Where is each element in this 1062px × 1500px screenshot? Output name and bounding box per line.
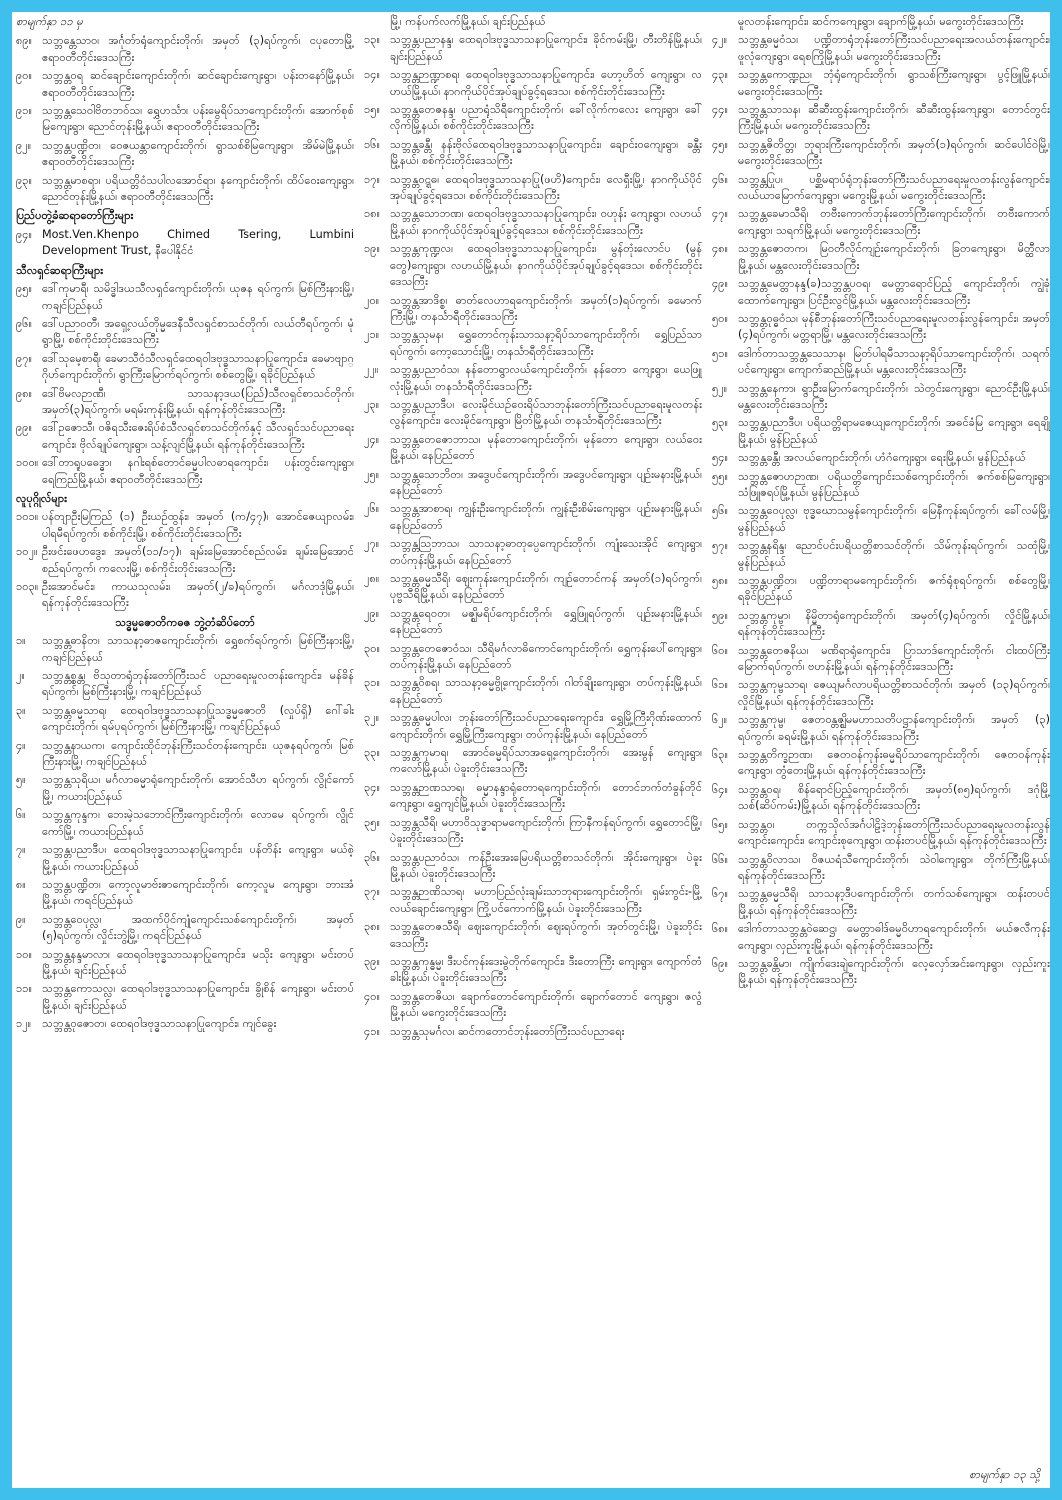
list-item bbox=[364, 206, 702, 239]
item-number: ၁၇။ bbox=[364, 172, 380, 186]
item-number: ၅၅။ bbox=[712, 469, 728, 483]
item-number bbox=[364, 14, 390, 30]
item-text: သဘ္ဘန္တကုမ္ဗာ၊ နိမ္မိတာရုံကျောင်းတိုက်၊ အမှတ်(၄)ရပ်ကွက်၊ လှိုင်မြို့နယ်၊ ရန်ကုန်တိုင်းဒေသကြီး bbox=[738, 608, 1050, 639]
list-item bbox=[364, 102, 702, 135]
item-number: ၆၉။ bbox=[712, 956, 728, 970]
item-number: ၃၁။ bbox=[364, 676, 380, 690]
item-text: သဘ္ဘန္တသုမန၊ ရွှေတောင်ကုန်းသာသနာ့ရိပ်သာကျောင်းတိုက်၊ ရွှေပြည်သာရပ်ကွက်၊ ကော့သောင်းမြို့၊ တနင်္သာရီတိုင်းဒေသကြီး bbox=[390, 328, 702, 358]
item-text: သဘ္ဘန္တဝရ ဆင်ချောင်းကျောင်းတိုက်၊ ဆင်ချောင်းကျေးရွာ၊ ပန်းတနော်မြို့နယ်၊ ဧရာဝတီတိုင်းဒေသကြီး bbox=[42, 69, 354, 99]
item-text: ဦးအောင်မင်း၊ ကာယသုလမ်း၊ အမှတ်(၂/ခ)ရပ်ကွက်၊ မင်္ဂလာဒုံမြို့နယ်၊ ရန်ကုန်တိုင်းဒေသကြီး bbox=[42, 580, 354, 610]
item-text: ဒေါက်တာသဘ္ဘန္တဝဲဆေဋ္ဌ၊ မေတ္တာဓါဒ်ဓမ္မဝိဟာရကျောင်းတိုက်၊ မယ်ဇလီကုန်းကျေးရွာ၊ လှည်းကူးမြို့နယ်၊ ရန်ကုန်တိုင်းဒေသကြီး bbox=[738, 922, 1050, 952]
item-number: ၂၈။ bbox=[364, 572, 380, 585]
item-text: မူလတန်းကျောင်း၊ ဆင်ကကျေးရွာ၊ ချောက်မြို့နယ်၊ မကွေးတိုင်းဒေသကြီး bbox=[738, 15, 1024, 28]
list-item bbox=[364, 137, 702, 170]
item-text: မြို့၊ ကန်ပက်လက်မြို့နယ်၊ ချင်းပြည်နယ် bbox=[390, 15, 546, 28]
item-text: သဘ္ဘန္တသုရိယ၊ မင်္ဂလာဓမ္မာရုံကျောင်းတိုက်၊ အောင်သီဟ ရပ်ကွက်၊ လွိုင်ကော်မြို့၊ ကယားပြည်နယ် bbox=[42, 773, 354, 803]
page-header: စာမျက်နှာ ၁၁ မှ bbox=[16, 15, 83, 28]
list-item bbox=[712, 311, 1050, 344]
document-page bbox=[12, 12, 1050, 1488]
item-number: ၆၁။ bbox=[712, 678, 728, 692]
item-text: သဘ္ဘန္တတေဇနန္ဒ၊ ပညာရုံသိရီကျောင်းတိုက်၊ ခေါ်လိုက်ကလေး ကျေးရွာ၊ ခေါ်လိုက်မြို့နယ်၊ စစ်ကိုင်းတိုင်းဒေသကြီး bbox=[390, 103, 702, 133]
item-number: ၁၀၀။ bbox=[16, 456, 39, 470]
item-number: ၆၇။ bbox=[712, 887, 728, 901]
item-text: Most.Ven.Khenpo Chimed Tsering, Lumbini Development Trust, နီပေါနိုင်ငံ bbox=[42, 227, 354, 258]
list-item bbox=[16, 738, 354, 771]
item-text: ဒေါ်ဥဇောသီ၊ ဝဇိရသီးဇေးရိပ်စံသီလရှင်စာသင်တိုက်နှင့် သီလရှင်သင်ပညာရေးကျောင်း၊ ဗိုလ်ချုပ်ကျေးရွာ၊ သန့်လျင်မြို့နယ်၊ ရန်ကုန်တိုင်းဒေသကြီး bbox=[42, 421, 354, 451]
item-number: ၅၈။ bbox=[712, 574, 729, 587]
list-item bbox=[712, 677, 1050, 710]
list-item bbox=[16, 33, 354, 66]
item-number: ၆၆။ bbox=[712, 852, 728, 866]
list-item bbox=[712, 137, 1050, 170]
list-item bbox=[16, 633, 354, 666]
list-item bbox=[364, 675, 702, 708]
list-item bbox=[16, 877, 354, 910]
section-heading: လူပုဂ္ဂိုလ်များ bbox=[16, 491, 67, 505]
list-item bbox=[16, 807, 354, 840]
list-item bbox=[712, 921, 1050, 954]
list-item bbox=[364, 1024, 702, 1040]
column-2-entries bbox=[364, 14, 702, 1040]
item-number: ၅၉။ bbox=[712, 608, 728, 622]
item-text: သဘ္ဘန္တဝိလာသ၊ ဝိဇယရံသီကျောင်းတိုက်၊ သဲဝါကျေးရွာ၊ တိုက်ကြီးမြို့နယ်၊ ရန်ကုန်တိုင်းဒေသကြီး bbox=[738, 852, 1050, 882]
column-3-entries bbox=[712, 14, 1050, 989]
list-item bbox=[712, 67, 1050, 100]
item-text: သဘ္ဘန္တမေတ္တာနန္ဒ(ခ)သဘ္ဘန္တပဝရ၊ မေတ္တာရောင်ပြည့် ကျောင်းတိုက်၊ ကျွဲခုံထောက်ကျေးရွာ၊ ပြင်ဦးလွင်မြို့နယ်၊ မန္တလေးတိုင်းဒေသကြီး bbox=[738, 277, 1050, 307]
item-text: သဘ္ဘန္တသောဘိတ၊ အဒွေပင်ကျောင်းတိုက်၊ အဒွေပင်ကျေးရွာ၊ ပျဉ်းမနားမြို့နယ်၊ နေပြည်တော် bbox=[390, 467, 702, 497]
list-item bbox=[364, 884, 702, 917]
list-item bbox=[364, 954, 702, 987]
item-number: ၃၉။ bbox=[364, 954, 380, 968]
list-item bbox=[364, 989, 702, 1022]
item-number: ၉၇။ bbox=[16, 351, 32, 365]
item-number: ၄။ bbox=[16, 738, 26, 752]
item-number: ၁၆။ bbox=[364, 137, 380, 151]
item-text: သဘ္ဘန္တဝုဓ္ဓဝံသ၊ မုန်စီဘုန်းတော်ကြီးသင်ပညာရေးမူလတန်းလွန်ကျောင်း၊ အမှတ် (၄)ရပ်ကွက်၊ မတ္တရာမြို့၊ မန္တလေးတိုင်းဒေသကြီး bbox=[738, 311, 1050, 342]
list-item bbox=[712, 172, 1050, 205]
item-number: ၃၈။ bbox=[364, 920, 381, 934]
item-text: သဘ္ဘန္တပဏ္ဍိတ၊ ဝေဇယန္တာကျောင်းတိုက်၊ ရွာသစ်စိမြကျေးရွာ၊ အိမ်မဲမြို့နယ်၊ ဧရာဝတီတိုင်းဒေသကြီး bbox=[42, 138, 354, 169]
item-text: သဘ္ဘန္တအာဒိစ္စ၊ ဓာတ်လေဟာရကျောင်းတိုက်၊ အမှတ်(၁)ရပ်ကွက်၊ ခမောက်ကြီးမြို့၊ တနင်္သာရီတိုင်းဒေသကြီး bbox=[390, 293, 702, 323]
item-number bbox=[712, 14, 738, 30]
item-number: ၄၇။ bbox=[712, 207, 728, 221]
item-number: ၉။ bbox=[16, 912, 26, 926]
item-text: သဘ္ဘန္တခန္တီ၊ နန်းဗိုလ်ထေရဝါဒဗုဒ္ဓသာသနာပြုကျောင်း၊ ချောင်းဝကျေးရွာ၊ ခန္တီးမြို့နယ်၊ စစ်ကိုင်းတိုင်းဒေသကြီး bbox=[390, 137, 702, 168]
list-item bbox=[16, 68, 354, 101]
item-text: ဒေါ်ပညာဝတီ၊ အရှေ့လယ်တိုမ္မဒေနီသီလရှင်စာသင်တိုက်၊ လယ်တီရပ်ကွက်၊ မုံရွာမြို့၊ စစ်ကိုင်းတိုင်းဒေသကြီး bbox=[42, 316, 354, 347]
item-number: ၄၅။ bbox=[712, 137, 728, 151]
item-number: ၃။ bbox=[16, 703, 26, 717]
item-number: ၂၀။ bbox=[364, 293, 380, 307]
item-text: သဘ္ဘန္တပြုပ၊ ပစ္ဆိမရာပ်ရုံဘုန်းတော်ကြီးသင်ပညာရေးမူလတန်းလွန်ကျောင်း၊ လယ်ယာမြောက်ကျေးရွာ၊ မကွေးမြို့နယ်၊ မကွေးတိုင်းဒေသကြီး bbox=[738, 172, 1050, 203]
item-number: ၂၅။ bbox=[364, 467, 380, 481]
item-number: ၆၄။ bbox=[712, 782, 728, 796]
item-text: ဒေါ်ဗိမလဉာဏီ၊ သာသနာ့ဒယ(ပြည်)သီလရှင်စာသင်တိုက်၊ အမှတ်(၃)ရပ်ကွက်၊ မရမ်းကုန်းမြို့နယ်၊ ရန်ကုန်တိုင်းဒေသကြီး bbox=[42, 386, 354, 416]
item-text: သဘ္ဘန္တပညာဒီပ၊ လေးမိုင်ယဉ်ဝေးရိပ်သာဘုန်းတော်ကြီးသင်ပညာရေးမူလတန်းလွန်ကျောင်း၊ လေးမိုင်ကျေးရွာ၊ မြိတ်မြို့နယ်၊ တနင်္သာရီတိုင်းဒေသကြီး bbox=[390, 397, 702, 428]
item-number: ၄၈။ bbox=[712, 242, 729, 256]
column-1-entries bbox=[16, 33, 354, 1032]
item-text: သဘ္ဘန္တသုမင်္ဂလ၊ ဆင်ကတောင်ဘုန်းတော်ကြီးသင်ပညာရေး bbox=[390, 1024, 625, 1038]
item-text: သဘ္ဘန္တဝေပုလ္လ၊ အထက်ပိုင်ကျုံကျောင်းသစ်ကျောင်းတိုက်၊ အမှတ် (၅)ရပ်ကွက်၊ လှိုင်းဘွဲ့မြို့၊ ကရင်ပြည်နယ် bbox=[42, 912, 354, 943]
item-text: သဘ္ဘန္တကုမာရ၊ အောင်ဓမ္မရိပ်သာအရှေ့ကျောင်းတိုက်၊ အေးမွန် ကျေးရွာ၊ ကလော်မြို့နယ်၊ ပဲခူးတိုင်းဒေသကြီး bbox=[390, 746, 702, 776]
item-text: သဘ္ဘန္တဉာဏ္ဍာစရ၊ ထေရဝါဒဗုဒ္ဓသာသနာပြုကျောင်း၊ ဟော့ဟိတ် ကျေးရွာ၊ လဟယ်မြို့နယ်၊ နာဂကိုယ်ပိုင်အုပ်ချုပ်ခွင့်ရဒေသ၊ စစ်ကိုင်းတိုင်းဒေသကြီး bbox=[390, 68, 702, 98]
list-item bbox=[364, 501, 702, 534]
item-number: ၄၆။ bbox=[712, 172, 728, 186]
list-item bbox=[712, 503, 1050, 536]
item-text: သဘ္ဘန္တသြဘာသ၊ သာသနာ့ဓာတုပ္ပေကျောင်းတိုက်၊ ကျုံးသေးအိုင် ကျေးရွာ၊ တပ်ကုန်းမြို့နယ်၊ နေပြည်တော် bbox=[390, 537, 702, 567]
item-number: ၅။ bbox=[16, 773, 26, 787]
item-text: ဒေါ်ကုမာရီ၊ သမိဒ္ဓါဒယသီလရှင်ကျောင်းတိုက်၊ ယုဇန ရပ်ကွက်၊ မြစ်ကြီးနားမြို့၊ ကချင်ပြည်နယ် bbox=[42, 282, 354, 312]
item-text: သဘ္ဘန္တသီရိ၊ မဟာဝိသုဒ္ဓာရာမကျောင်းတိုက်၊ ကြာနီကန်ရပ်ကွက်၊ ရွှေတောင်မြို့၊ ပဲခူးတိုင်းဒေသကြီး bbox=[390, 815, 702, 846]
item-number: ၁၀၁။ bbox=[16, 510, 39, 524]
item-number: ၈။ bbox=[16, 877, 26, 891]
item-number: ၂၂။ bbox=[364, 363, 379, 377]
item-number: ၃၂။ bbox=[364, 711, 380, 725]
item-text: သဘ္ဘန္တနေကာ၊ ရွာဦးမြောက်ကျောင်းတိုက်၊ သဲတွင်းကျေးရွာ၊ ညောင်ဦးမြို့နယ်၊ မန္တလေးတိုင်းဒေသကြီး bbox=[738, 381, 1050, 411]
list-item bbox=[712, 32, 1050, 65]
item-text: သဘ္ဘန္တကုန္ဓမ္မ၊ ဒီးပင်ကုန်းဒေးမွဲတိုက်ကျောင်း၊ ဒီးတောကြီး ကျေးရွာ၊ ကျောက်တံခါးမြို့နယ်၊ ပဲခူးတိုင်းဒေသကြီး bbox=[390, 954, 702, 985]
item-text: သဘ္ဘန္တကောဏ္ဍည၊ ဘုံရုံကျောင်းတိုက်၊ ရွာသစ်ကြီးကျေးရွာ၊ ပွင့်ဖြူမြို့နယ်၊ မကွေးတိုင်းဒေသကြီး bbox=[738, 68, 1050, 98]
item-number: ၉၂။ bbox=[16, 138, 32, 152]
list-item bbox=[16, 103, 354, 136]
list-item bbox=[712, 608, 1050, 641]
item-text: သဘ္ဘန္တဓမ္မဝံသ၊ ပဏ္ဍိတာရုံဘုန်းတော်ကြီးသင်ပညာရေးအလယ်တန်းကျောင်း၊ ဖူလုံကျေးရွာ၊ ရေစကြိုမြို့နယ်၊ မကွေးတိုင်းဒေသကြီး bbox=[738, 33, 1050, 63]
list-item bbox=[16, 420, 354, 453]
item-text: သဘ္ဘန္တဝုဇောတ၊ ထေရဝါဒဗုဒ္ဓသာသနာပြုကျောင်း၊ ကျင်ခွေး bbox=[42, 1017, 277, 1031]
item-text: သဘ္ဘန္တစ္စန္တ၊ ဗိသုတာရုံဘုန်းတော်ကြီးသင် ပညာရေးမူလတန်းကျောင်း၊ မန်ခိန်ရပ်ကွက်၊ မြစ်ကြီးနားမြို့၊ ကချင်ပြည်နယ် bbox=[42, 669, 354, 699]
list-item bbox=[16, 351, 354, 384]
item-text: သဘ္ဘန္တခန္တီ၊ အလယ်ကျောင်းတိုက်၊ ဟံဂံကျေးရွာ၊ ရေးမြို့နယ်၊ မွန်ပြည်နယ် bbox=[738, 451, 1026, 465]
column-3 bbox=[712, 14, 1050, 991]
item-number: ၃၃။ bbox=[364, 746, 380, 760]
item-text: သဘ္ဘန္တဓမ္မသီရိ၊ ဈေးကုန်းကျောင်းတိုက်၊ ကျဉ်တောင်ကန် အမှတ်(၁)ရပ်ကွက်၊ ပုဗ္ဗသီရိမြို့နယ်၊ နေပြည်တော် bbox=[390, 572, 702, 602]
item-text: သဘ္ဘန္တဉာဏသာရ၊ ဓမ္မာနန္ဒာရုံတောရကျောင်းတိုက်၊ တောင်ဘက်တံခွန်တိုင်ကျေးရွာ၊ ရွှေကျင်မြို့နယ်၊ ပဲခူးတိုင်းဒေသကြီး bbox=[390, 780, 702, 811]
item-text: သဘ္ဘန္တသေဝါဗိတဘဝ်သ၊ ရွှေဟင်္သာ၊ ပန်းမွေရိပ်သာကျောင်းတိုက်၊ အောက်စုစ်မြကျေးရွာ၊ ညောင်တုန်းမြို့နယ်၊ ဧရာဝတီတိုင်းဒေသကြီး bbox=[42, 104, 354, 134]
item-number: ၆၈။ bbox=[712, 922, 729, 936]
list-item bbox=[16, 544, 354, 577]
item-text: သဘ္ဘန္တကုမ္ဗသာရ၊ ဇေယျမင်္ဂလာပရိယတ္တိစာသင်တိုက်၊ အမှတ် (၁၃)ရပ်ကွက်၊ လှိုင်မြို့နယ်၊ ရန်ကုန်တိုင်းဒေသကြီး bbox=[738, 678, 1050, 708]
item-number: ၄၁။ bbox=[364, 1024, 380, 1038]
item-text: သဘ္ဘန္တနန္ဒမာလာ၊ ထေရဝါဒဗုဒ္ဓသာသနာပြုကျောင်း၊ မသိုး ကျေးရွာ၊ မင်းတပ်မြို့နယ်၊ ချင်းပြည်နယ် bbox=[42, 947, 354, 977]
list-item bbox=[712, 886, 1050, 919]
item-number: ၅၁။ bbox=[712, 346, 728, 360]
list-item bbox=[16, 579, 354, 612]
item-text: သဘ္ဘန္တအာစာရ၊ ကျွန်းဦးကျောင်းတိုက်၊ ကျွန်းဦးစိမ်းကျေးရွာ၊ ပျဉ်းမနားမြို့နယ်၊ နေပြည်တော် bbox=[390, 502, 702, 532]
item-number: ၃၆။ bbox=[364, 850, 380, 864]
section-heading: သဒ္ဓမ္မဇောတိကဓဇ ဘွဲ့တံဆိပ်တော် bbox=[115, 615, 255, 629]
section-heading: ပြည်ပတွဲ့ခံဆရာတော်ကြီးများ bbox=[16, 209, 134, 223]
list-item bbox=[364, 293, 702, 326]
list-item bbox=[364, 397, 702, 430]
list-item bbox=[364, 467, 702, 500]
item-number: ၄၉။ bbox=[712, 277, 728, 291]
item-text: ဒေါ်တာရူပဓေဒ္ဓာ၊ နဂါးရစ်တောင်ဓမ္မပါလဓာရကျောင်း၊ ပန်းတွင်းကျေးရွာ၊ ရေကြည်မြို့နယ်၊ ဧရာဝတီတိုင်းဒေသကြီး bbox=[42, 456, 354, 486]
list-item bbox=[364, 850, 702, 883]
item-number: ၂၃။ bbox=[364, 397, 380, 411]
item-text: သဘ္ဘန္တကုန္ဒက၊ ဘေးမဲ့သဘောင်ကြီးကျောင်းတိုက်၊ လောမေ ရပ်ကွက်၊ လွိုင်ကော်မြို့၊ ကယားပြည်နယ် bbox=[42, 808, 354, 838]
item-number: ၂၇။ bbox=[364, 537, 380, 551]
item-text: သဘ္ဘန္တသာသန၊ ဆီဆီးထွန်းကျောင်းတိုက်၊ ဆီဆီးထွန်းကျေးရွာ၊ တောင်တွင်းကြီးမြို့နယ်၊ မကွေးတိုင်းဒေသကြီး bbox=[738, 103, 1050, 133]
item-text: သဘ္ဘန္တဝေပုလ္လ၊ ဗုဒ္ဓဃောသမွန်ကျောင်းတိုက်၊ မြေနီကုန်းရပ်ကွက်၊ ခေါ်လမ်မြို့၊ မွန်ပြည်နယ် bbox=[738, 504, 1050, 534]
item-number: ၉၆။ bbox=[16, 316, 32, 330]
list-item bbox=[364, 14, 702, 30]
item-text: သဘ္ဘန္တရေဝတ၊ မဇ္ဈိမရိပ်ကျောင်းတိုက်၊ ရွှေဖြူရပ်ကွက်၊ ပျဉ်းမနားမြို့နယ်၊ နေပြည်တော် bbox=[390, 606, 702, 637]
list-item bbox=[364, 571, 702, 604]
list-item bbox=[364, 536, 702, 569]
item-text: သဘ္ဘန္တတေဇိယ၊ ချောက်တောင်ကျောင်းတိုက်၊ ချောက်တောင် ကျေးရွာ၊ ဇလွံမြို့နယ်၊ မကွေးတိုင်းဒေသကြီး bbox=[390, 989, 702, 1020]
list-item bbox=[364, 172, 702, 205]
item-text: သဘ္ဘန္တဝိစရ၊ သာသနာ့ဓမ္မဗွို့ကျောင်းတိုက်၊ ဂါတ်ချိုးကျေးရွာ၊ တပ်ကုန်းမြို့နယ်၊ နေပြည်တော် bbox=[390, 676, 702, 706]
item-text: သဘ္ဘန္တဓမ္မပါလ၊ ဘုန်းတော်ကြီးသင်ပညာရေးကျောင်း၊ ရွှေမြို့ကြီးဂိုဏ်းထောက်ကျောင်းတိုက်၊ ရွှေမြို့ကြီးကျေးရွာ၊ တပ်ကုန်းမြို့နယ်၊ နေပြည်တော် bbox=[390, 711, 702, 741]
list-item bbox=[712, 276, 1050, 309]
item-text: ဒေါ်သုမေ့စာရီ၊ ခေမာသီဝံသီလရှင်ထေရဝါဒဗုဒ္ဓသာသနာပြုကျောင်း၊ ခေမာဗျာဂ္ဂိုဟ်ကျောင်းတိုက်၊ ရွာကြီးမြောက်ရပ်ကွက်၊ စစ်တွေမြို့၊ ရခိုင်ပြည်နယ် bbox=[42, 351, 354, 382]
item-number: ၆။ bbox=[16, 808, 26, 822]
item-number: ၅၄။ bbox=[712, 451, 728, 465]
list-item bbox=[16, 703, 354, 736]
list-item bbox=[712, 469, 1050, 502]
item-number: ၆၅။ bbox=[712, 817, 728, 831]
list-item bbox=[16, 281, 354, 314]
list-item bbox=[16, 455, 354, 488]
list-item bbox=[712, 956, 1050, 989]
item-text: သဘ္ဘန္တတေဇောဘာသ၊ မုန်တောကျောင်းတိုက်၊ မုန်တော ကျေးရွာ၊ လယ်ဝေးမြို့နယ်၊ နေပြည်တော် bbox=[390, 432, 702, 463]
list-item bbox=[712, 206, 1050, 239]
item-number: ၆၃။ bbox=[712, 748, 728, 762]
item-number: ၁၃။ bbox=[364, 33, 380, 47]
item-number: ၄၄။ bbox=[712, 103, 728, 117]
list-item bbox=[16, 138, 354, 171]
list-item bbox=[16, 316, 354, 349]
list-item bbox=[712, 450, 1050, 466]
item-number: ၁၈။ bbox=[364, 207, 381, 221]
item-number: ၁၅။ bbox=[364, 103, 380, 117]
item-number: ၅၀။ bbox=[712, 311, 728, 325]
item-number: ၈၉။ bbox=[16, 34, 33, 48]
item-number: ၃၇။ bbox=[364, 885, 380, 899]
item-text: ပန်တျာဦးမြကြည် (၁) ဦးယဉ်ထွန်း၊ အမှတ် (က/၄၇)၊ အောင်ဇေယျာလမ်း၊ ပါရမီရပ်ကွက်၊ စစ်ကိုင်းမြို့၊ စစ်ကိုင်းတိုင်းဒေသကြီး bbox=[42, 510, 354, 540]
item-text: သဘ္ဘန္တကုမ္ဗ၊ ဇေတဝန္တဇ္ဈိမမဟာသတိပဋ္ဌာန်ကျောင်းတိုက်၊ အမှတ် (၃) ရပ်ကွက်၊ ခရမ်းမြို့နယ်၊ ရန်ကုန်တိုင်းဒေသကြီး bbox=[738, 713, 1050, 743]
item-text: ဒေါက်တာသဘ္ဘန္တသေသာန၊ မြတ်ပါရမီသာသနာ့ရိပ်သာကျောင်းတိုက်၊ သရက်ပင်ကျေးရွာ၊ ကျောက်ဆည်မြို့နယ်၊ မန္တလေးတိုင်းဒေသကြီး bbox=[738, 346, 1050, 377]
item-number: ၁။ bbox=[16, 634, 26, 648]
list-item bbox=[16, 386, 354, 419]
item-text: သဘ္ဘန္တဝဋ္ဋဓ၊ ထေရဝါဒဗုဒ္ဓသာသနာပြု(ဖဟိ)ကျောင်း၊ လေရှီးမြို့၊ နာဂကိုယ်ပိုင်အုပ်ချုပ်ခွင့်ရဒေသ၊ စစ်ကိုင်းတိုင်းဒေသကြီး bbox=[390, 172, 702, 203]
list-item bbox=[712, 102, 1050, 135]
list-item bbox=[16, 173, 354, 206]
item-text: သဘ္ဘန္တကောသလ္လ၊ ထေရဝါဒဗုဒ္ဓသာသနာပြုကျောင်း၊ ခွိုစိန် ကျေးရွာ၊ မင်းတပ်မြို့နယ်၊ ချင်းပြည်နယ် bbox=[42, 982, 354, 1012]
item-number: ၆၂။ bbox=[712, 713, 728, 727]
item-number: ၅၆။ bbox=[712, 504, 728, 518]
page-footer: စာမျက်နှာ ၁၃ သို့ bbox=[969, 1468, 1040, 1481]
item-text: သဘ္ဘန္တဓမ္မသီရိ၊ သာသနာ့ဒီပကျောင်းတိုက်၊ တက်သစ်ကျေးရွာ၊ ထန်းတပင်မြို့နယ်၊ ရန်ကုန်တိုင်းဒေသကြီး bbox=[738, 887, 1050, 917]
item-text: သဘ္ဘန္တတေဇနိယ၊ မဏိရာရုံကျောင်း၊ ပြာသာဒ်ကျောင်းတိုက်၊ ငါးထပ်ကြီးမြောက်ရပ်ကွက်၊ ဗဟန်းမြို့နယ်၊ ရန်ကုန်တိုင်းဒေသကြီး bbox=[738, 643, 1050, 674]
item-number: ၂၁။ bbox=[364, 328, 380, 342]
list-item bbox=[364, 327, 702, 360]
list-item bbox=[712, 538, 1050, 571]
list-item bbox=[364, 362, 702, 395]
list-item bbox=[712, 852, 1050, 885]
item-text: သဘ္ဘန္တသောဘဏ၊ ထေရဝါဒဗုဒ္ဓသာသနာပြုကျောင်း၊ ဝဟုန်း ကျေးရွာ၊ လဟယ်မြို့နယ်၊ နာဂကိုယ်ပိုင်အုပ်ချုပ်ခွင့်ရဒေသ၊ စစ်ကိုင်းတိုင်းဒေသကြီး bbox=[390, 207, 702, 237]
item-number: ၃၄။ bbox=[364, 780, 380, 794]
list-item bbox=[364, 815, 702, 848]
item-number: ၁၀၂။ bbox=[16, 545, 38, 559]
list-item bbox=[364, 606, 702, 639]
item-text: သဘ္ဘန္တဝရ၊ စိန်ရောင်ပြည့်ကျောင်းတိုက်၊ အမှတ်(၈၅)ရပ်ကွက်၊ ဒဂုံမြို့သစ်(ဆိပ်ကမ်း)မြို့နယ်၊ ရန်ကုန်တိုင်းဒေသကြီး bbox=[738, 782, 1050, 813]
list-item bbox=[712, 782, 1050, 815]
item-number: ၂၆။ bbox=[364, 502, 380, 516]
item-text: သဘ္ဘန္တပညာဒီပ၊ ပရိယတ္တိရာမဇေယျကျောင်းတိုက်၊ အဓင်ခံမြ ကျေးရွာ၊ ရေချိုမြို့နယ်၊ မွန်ပြည်နယ် bbox=[738, 416, 1050, 446]
list-item bbox=[712, 381, 1050, 414]
list-item bbox=[712, 817, 1050, 850]
item-number: ၁၉။ bbox=[364, 242, 380, 256]
list-item bbox=[16, 509, 354, 542]
item-number: ၂၉။ bbox=[364, 606, 380, 620]
item-text: သဘ္ဘန္တပဏ္ဍိတ၊ ကော့လူမာဗ်းဇာကျောင်းတိုက်၊ ကော့လူမ ကျေးရွာ၊ ဘားအံမြို့နယ်၊ ကရင်ပြည်နယ် bbox=[42, 877, 354, 908]
item-text: သဘ္ဘန္တနာယက၊ ကျောင်းထိုင်ဘုန်းကြီးသင်တန်းကျောင်း၊ ယုဇနရပ်ကွက်၊ မြစ်ကြီးနားမြို့၊ ကချင်ပြည်နယ် bbox=[42, 738, 354, 769]
item-number: ၄၃။ bbox=[712, 68, 728, 82]
item-text: သဘ္ဘန္တမာစရာ၊ ပရိယတ္တိဝံသပါလအောင်ရာ၊ နကျောင်းတိုက်၊ ထိပ်ဝေးကျေးရွာ၊ ညောင်တုန်းမြို့နယ်၊ ဧရာဝတီတိုင်းဒေသကြီး bbox=[42, 173, 354, 204]
item-number: ၁၀၃။ bbox=[16, 580, 39, 593]
item-number: ၄၀။ bbox=[364, 989, 380, 1003]
item-text: သဘ္ဘန္တဉာဏိသာရ၊ မဟာပြည်လုံးချမ်းသာဘုရားကျောင်းတိုက်၊ ရှမ်းကွင်း-မြို့လယ်ချောင်းကျေးရွာ၊ ကြို့ပင်ကောက်မြို့နယ်၊ ပဲခူးတိုင်းဒေသကြီး bbox=[390, 885, 702, 915]
list-item bbox=[16, 668, 354, 701]
item-text: သဘ္ဘန္တတိက္ခဉာဏ၊ ဇေတဝန်ကုန်းဓမ္မရိပ်သာကျောင်းတိုက်၊ ဇေတဝန်ကုန်းကျေးရွာ၊ တွံတေးမြို့နယ်၊ ရန်ကုန်တိုင်းဒေသကြီး bbox=[738, 748, 1050, 778]
item-text: သဘ္ဘန္တတေဇသီရိ၊ ဈေးကျောင်းတိုက်၊ ဈေးရပ်ကွက်၊ အုတ်တွင်းမြို့၊ ပဲခူးတိုင်းဒေသကြီး bbox=[390, 920, 702, 950]
list-item bbox=[16, 981, 354, 1014]
item-number: ၁၂။ bbox=[16, 1017, 32, 1031]
item-text: သဘ္ဘန္တခေမာသီရိ၊ တဗီးကောက်ဘုန်းတော်ကြီးကျောင်းတိုက်၊ တဗီးကောက်ကျေးရွာ၊ သရက်မြို့နယ်၊ မကွေးတိုင်းဒေသကြီး bbox=[738, 207, 1050, 237]
item-text: သဘ္ဘန္တပညာနန္ဒ၊ ထေရဝါဒဗုဒ္ဓသာသနာပြုကျောင်း၊ ခိုင်ကမ်းမြို့၊ တီးတိန်မြို့နယ်၊ ချင်းပြည်နယ် bbox=[390, 33, 702, 63]
item-number: ၅၃။ bbox=[712, 416, 728, 430]
list-item bbox=[364, 241, 702, 290]
item-number: ၉၃။ bbox=[16, 173, 32, 187]
item-number: ၃၀။ bbox=[364, 641, 380, 655]
list-item bbox=[364, 780, 702, 813]
item-text: သဘ္ဘန္တဇောတက၊ မြဝတီလိုင်ကျဉ်းကျောင်းတိုက်၊ ခြတကျေးရွာ၊ မိတ္ထီလာမြို့နယ်၊ မန္တလေးတိုင်းဒေသကြီး bbox=[738, 242, 1050, 272]
item-text: သဘ္ဘန္တပညာဝံသ၊ နန်တောရွာလယ်ကျောင်းတိုက်၊ နန်တော ကျေးရွာ၊ ယေဖြူလုံးမြို့နယ်၊ တနင်္သာရီတိုင်းဒေသကြီး bbox=[390, 363, 702, 393]
item-text: သဘ္ဘန္တခန္တိမာ၊ ကျိုက်ဒေးချဲကျောင်းတိုက်၊ လေ့လှော်အင်းကျေးရွာ၊ လှည်းကူးမြို့နယ်၊ ရန်ကုန်တိုင်းဒေသကြီး bbox=[738, 956, 1050, 987]
list-item bbox=[16, 772, 354, 805]
list-item bbox=[712, 241, 1050, 274]
item-number: ၇။ bbox=[16, 843, 26, 857]
item-text: သဘ္ဘန္တဝ၊ တက္ကသိုလ်အင်္ဂပါဠိဒဲ့ဘုန်းတော်ကြီးသင်ပညာရေးမူလတန်းလွန်ကျောင်းကျောင်း၊ ကျောင်းစုကျေးရွာ၊ ထန်းတပင်မြို့နယ်၊ ရန်ကုန်တိုင်းဒေသကြီး bbox=[738, 817, 1050, 848]
list-item bbox=[364, 641, 702, 674]
list-item bbox=[712, 14, 1050, 30]
item-text: သဘ္ဘန္တတေဇောဝံသ၊ သီရိမင်္ဂလာဓိကောင်ကျောင်းတိုက်၊ ရွှေကုန်းပေါ်ကျေးရွာ၊ တပ်ကုန်းမြို့နယ်၊ နေပြည်တော် bbox=[390, 641, 702, 672]
item-text: သဘ္ဘန္တနရိန္ဒ၊ ညောင်ပင်းပရိယတ္တိစာသင်တိုက်၊ သိမ်ကုန်းရပ်ကွက်၊ သထုံမြို့၊ မွန်ပြည်နယ် bbox=[738, 539, 1050, 569]
item-text: သဘ္ဘန္တေသာဝ၊ အင်္ဂုတ်ာရုံကျောင်းတိုက်၊ အမှတ် (၃)ရပ်ကွက်၊ ငပုတောမြို့ ဧရာဝတီတိုင်းဒေသကြီး bbox=[42, 34, 354, 64]
item-number: ၁၄။ bbox=[364, 68, 380, 82]
list-item bbox=[712, 643, 1050, 676]
item-number: ၂၄။ bbox=[364, 432, 380, 446]
list-item bbox=[364, 67, 702, 100]
item-number: ၉၉။ bbox=[16, 421, 32, 435]
list-item bbox=[364, 432, 702, 465]
section-heading: သီလရှင်ဆရာကြီးများ bbox=[16, 263, 104, 277]
item-number: ၉၈။ bbox=[16, 386, 33, 400]
item-text: သဘ္ဘန္တဓာနိတ၊ သာသနာ့ဓာဇကျောင်းတိုက်၊ ရွှေစက်ရပ်ကွက်၊ မြစ်ကြီးနားမြို့၊ ကချင်ပြည်နယ် bbox=[42, 634, 354, 664]
item-number: ၂။ bbox=[16, 669, 25, 683]
item-text: သဘ္ဘန္တကုဏ္ဍလ၊ ထေရဝါဒဗုဒ္ဓသာသနာပြုကျောင်း၊ မွန်တုံးလောင်ပ (မွန်တွေ)ကျေးရွာ၊ လဟယ်မြို့နယ်၊ နာဂကိုယ်ပိုင်အုပ်ချုပ်ခွင့်ရဒေသ၊ စစ်ကိုင်းတိုင်းဒေသကြီး bbox=[390, 242, 702, 289]
item-text: သဘ္ဘန္တပညာဒီပ၊ ထေရဝါဒဗုဒ္ဓသာသနာပြုကျောင်း၊ ပန်တိန်း ကျေးရွာ၊ မယ်စဲ့မြို့နယ်၊ ကယားပြည်နယ် bbox=[42, 843, 354, 873]
list-item bbox=[364, 745, 702, 778]
column-2 bbox=[364, 14, 702, 1042]
item-text: သဘ္ဘန္တဇောဟဉာဏ၊ ပရိယတ္တိကျောင်းသစ်ကျောင်းတိုက်၊ ဇက်စစ်မြကျေးရွာ၊ သံဖြူဇရပ်မြို့နယ်၊ မွန်ပြည်နယ် bbox=[738, 469, 1050, 499]
column-1 bbox=[16, 14, 354, 1035]
item-text: သဘ္ဘန္တဓမ္မသာရ၊ ထေရဝါဒဗုဒ္ဓသာသနာပြုသဒ္ဓမ္မဇောတိ (လှုပ်ရှိ) ဂေါ်ခါးကျောင်းတိုက်၊ ရမ်ပုရပ်ကွက်၊ မြစ်ကြီးနားမြို့၊ ကချင်ပြည်နယ် bbox=[42, 703, 354, 734]
item-number: ၉၄။ bbox=[16, 227, 32, 241]
list-item bbox=[16, 947, 354, 980]
item-number: ၁၁။ bbox=[16, 982, 32, 996]
list-item bbox=[712, 747, 1050, 780]
list-item bbox=[16, 227, 354, 260]
item-number: ၉၅။ bbox=[16, 282, 32, 296]
item-number: ၁၀။ bbox=[16, 947, 32, 961]
item-text: သဘ္ဘန္တပဏ္ဍိတ၊ ပဏ္ဍိတာရာမကျောင်းတိုက်၊ ဇက်ရုံစုရပ်ကွက်၊ စစ်တွေမြို့၊ ရခိုင်ပြည်နယ် bbox=[738, 574, 1050, 604]
item-number: ၉၀။ bbox=[16, 69, 32, 83]
item-text: သဘ္ဘန္တပညာဝံသ၊ ကန်ဦးအေးမြေပရိယတ္တိစာသင်တိုက်၊ အိုင်းကျေးရွာ၊ ပဲခူးမြို့နယ်၊ ပဲခူးတိုင်းဒေသကြီး bbox=[390, 850, 702, 880]
list-item bbox=[364, 710, 702, 743]
item-text: ဦးဖင်းဖေဟဒွေး၊ အမှတ်(၁၁/၁၇)၊ ချမ်းမြေအောင်စည်လမ်း၊ ချမ်းမြေအောင်စည်ရပ်ကွက်၊ ကလေးမြို့၊ စစ်ကိုင်းတိုင်းဒေသကြီး bbox=[42, 545, 354, 575]
item-number: ၅၂။ bbox=[712, 381, 728, 395]
item-number: ၄၂။ bbox=[712, 33, 728, 47]
list-item bbox=[16, 842, 354, 875]
list-item bbox=[364, 919, 702, 952]
item-number: ၆၀။ bbox=[712, 643, 728, 657]
item-number: ၃၅။ bbox=[364, 815, 380, 829]
list-item bbox=[364, 32, 702, 65]
list-item bbox=[16, 912, 354, 945]
item-text: သဘ္ဘန္တဇိတိတ္တ၊ ဘုရားကြီးကျောင်းတိုက်၊ အမှတ်(၁)ရပ်ကွက်၊ ဆင်ပေါင်ဝဲမြို့၊ မကွေးတိုင်းဒေသကြီး bbox=[738, 137, 1050, 168]
list-item bbox=[712, 346, 1050, 379]
list-item bbox=[712, 712, 1050, 745]
item-number: ၉၁။ bbox=[16, 104, 32, 118]
list-item bbox=[712, 573, 1050, 606]
list-item bbox=[16, 1016, 354, 1032]
list-item bbox=[712, 415, 1050, 448]
item-number: ၅၇။ bbox=[712, 539, 728, 553]
